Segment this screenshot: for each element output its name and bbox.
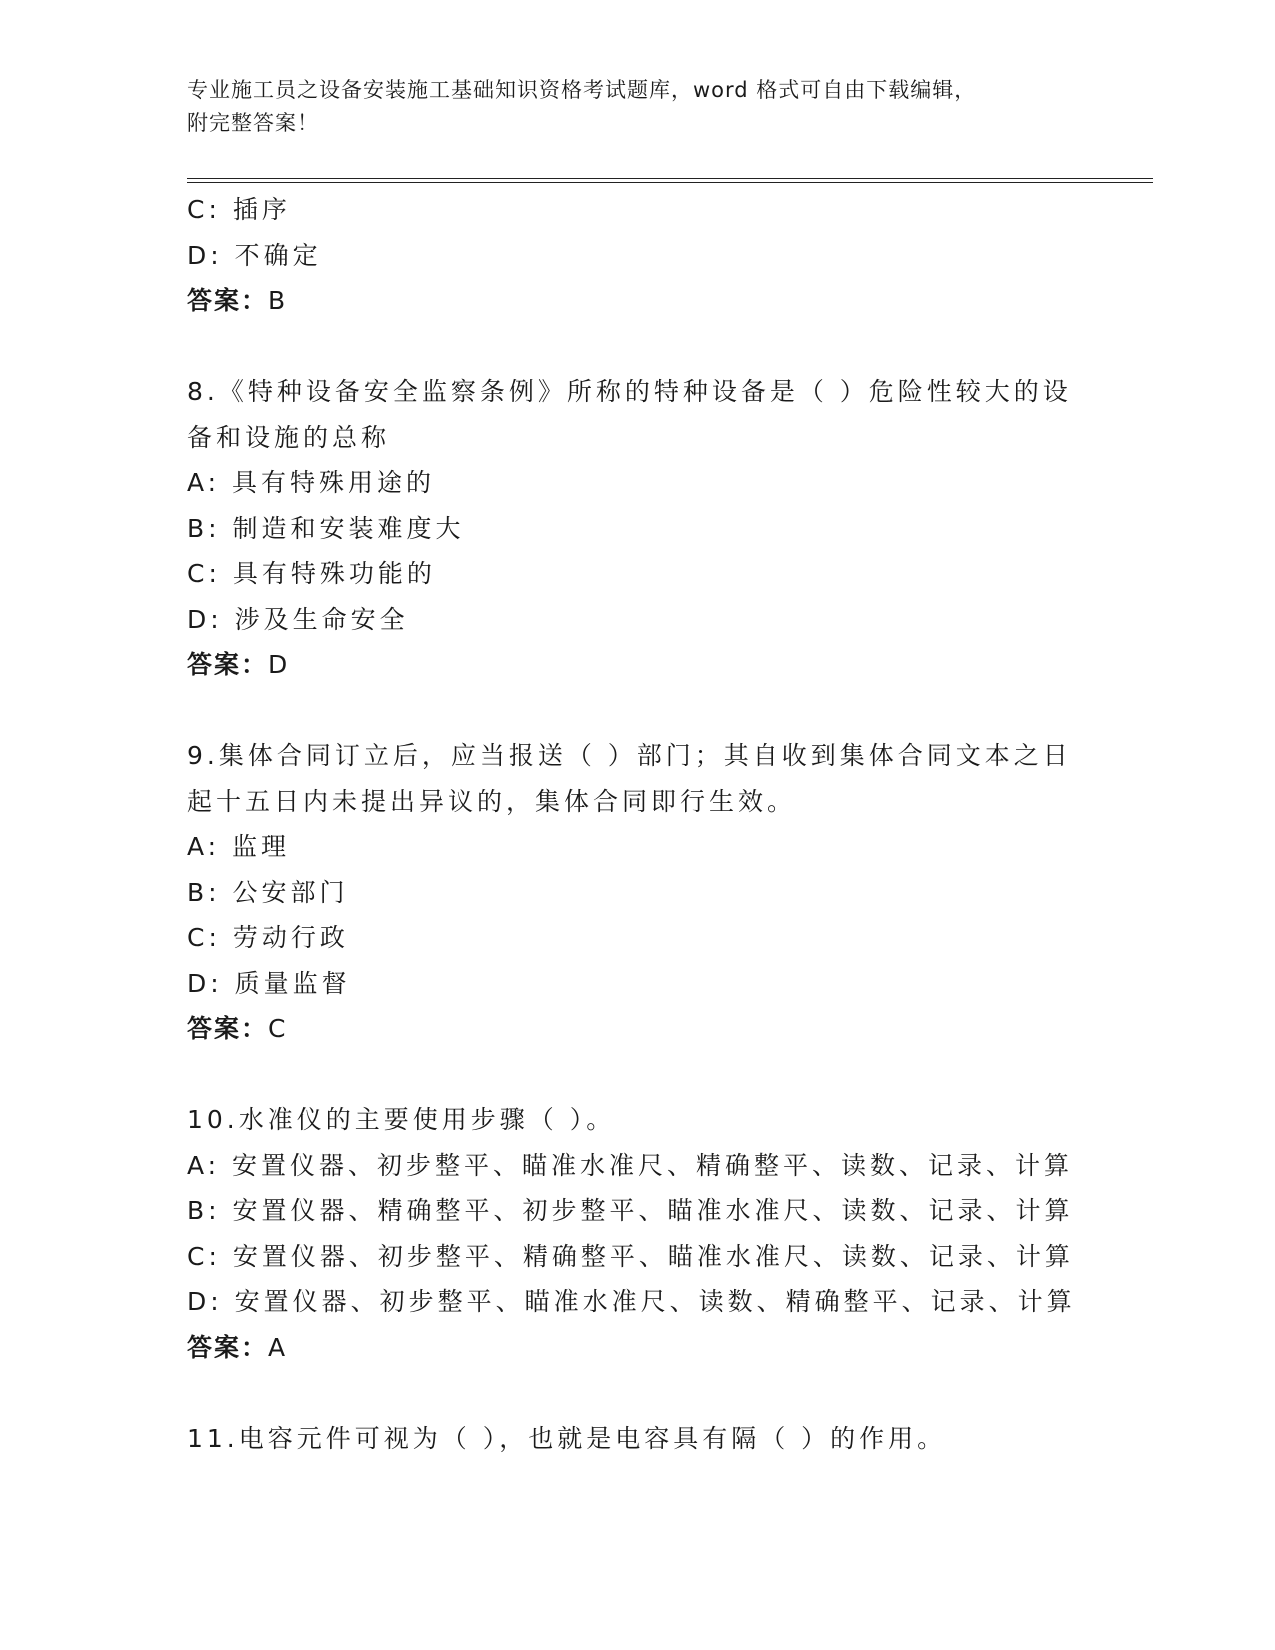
answer-value: D — [268, 650, 290, 679]
option-c: C: 劳动行政 — [187, 923, 349, 952]
option-d: D: 质量监督 — [187, 968, 351, 998]
question-9 — [187, 733, 1087, 1052]
question-stem-line: 10.水准仪的主要使用步骤（ ）。 — [187, 1105, 616, 1134]
header-divider-bottom — [187, 182, 1153, 183]
option-b: B: 公安部门 — [187, 877, 349, 907]
question-list — [187, 187, 1087, 1461]
question-stem-line: 11.电容元件可视为（ ），也就是电容具有隔（ ）的作用。 — [187, 1423, 947, 1453]
option-a: A: 安置仪器、初步整平、瞄准水准尺、精确整平、读数、记录、计算 — [187, 1150, 1074, 1180]
option-a: A: 具有特殊用途的 — [187, 468, 436, 497]
option-b: B: 安置仪器、精确整平、初步整平、瞄准水准尺、读数、记录、计算 — [187, 1196, 1074, 1225]
question-stem-line: 起十五日内未提出异议的，集体合同即行生效。 — [187, 786, 797, 816]
question-8 — [187, 369, 1087, 688]
option-d: D: 涉及生命安全 — [187, 604, 409, 634]
answer-label: 答案： — [187, 1332, 269, 1362]
answer-line — [187, 278, 1087, 324]
option-d: D: 不确定 — [187, 240, 322, 270]
header-line-1: 专业施工员之设备安装施工基础知识资格考试题库，word 格式可自由下载编辑， — [187, 78, 977, 102]
option-c: C: 具有特殊功能的 — [187, 559, 436, 588]
option-c: C: 插序 — [187, 195, 291, 224]
option-a: A: 监理 — [187, 832, 291, 861]
answer-line — [187, 1006, 1087, 1052]
header-divider-top — [187, 178, 1153, 179]
answer-value: C — [268, 1014, 288, 1043]
answer-value: A — [268, 1332, 288, 1362]
question-7-tail — [187, 187, 1087, 324]
answer-label: 答案： — [187, 286, 269, 315]
page-header — [187, 74, 1087, 140]
question-stem-line: 8.《特种设备安全监察条例》所称的特种设备是（ ）危险性较大的设 — [187, 377, 1072, 406]
option-d: D: 安置仪器、初步整平、瞄准水准尺、读数、精确整平、记录、计算 — [187, 1287, 1076, 1316]
question-stem-line: 备和设施的总称 — [187, 422, 391, 452]
answer-value: B — [268, 286, 288, 315]
option-b: B: 制造和安装难度大 — [187, 513, 465, 543]
answer-line — [187, 1325, 1087, 1371]
question-10 — [187, 1097, 1087, 1370]
question-11 — [187, 1416, 1087, 1462]
header-line-2: 附完整答案！ — [187, 111, 319, 135]
answer-line — [187, 642, 1087, 688]
option-c: C: 安置仪器、初步整平、精确整平、瞄准水准尺、读数、记录、计算 — [187, 1241, 1074, 1271]
answer-label: 答案： — [187, 1014, 269, 1043]
question-stem-line: 9.集体合同订立后，应当报送（ ）部门；其自收到集体合同文本之日 — [187, 741, 1072, 770]
answer-label: 答案： — [187, 650, 269, 679]
